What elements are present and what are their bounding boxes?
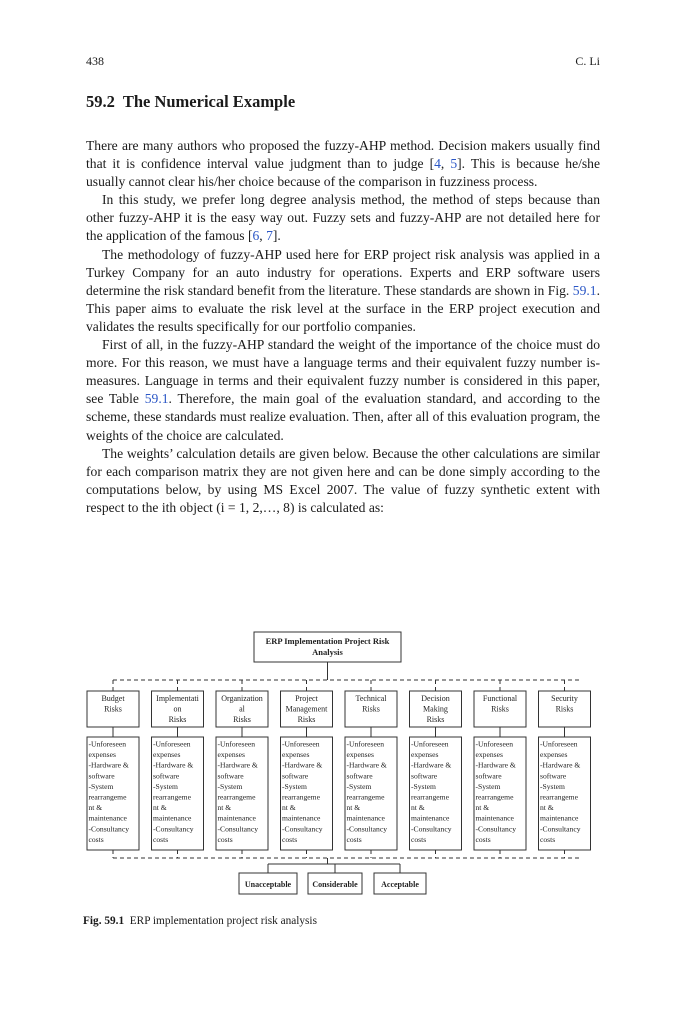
sub-item-label: -Hardware & xyxy=(217,760,258,770)
sub-item-label: maintenance xyxy=(411,813,450,823)
sub-item-label: costs xyxy=(346,834,362,844)
sub-item-label: rearrangeme xyxy=(153,792,191,802)
category-label: Risks xyxy=(297,715,316,724)
sub-item-label: -Unforeseen xyxy=(540,739,578,749)
sub-item-label: -Consultancy xyxy=(540,824,581,834)
category-label: al xyxy=(239,704,245,714)
category-label: Project xyxy=(295,694,318,703)
category-label: Risks xyxy=(491,704,509,714)
category-label: Technical xyxy=(355,694,387,703)
sub-item-label: expenses xyxy=(540,750,568,760)
section-number: 59.2 xyxy=(86,92,115,111)
figure-label: Fig. 59.1 xyxy=(83,915,125,927)
paragraph-4 xyxy=(86,336,600,445)
sub-item-label: -Hardware & xyxy=(411,760,452,770)
sub-item-label: -Unforeseen xyxy=(282,739,320,749)
paragraph-text: There are many authors who proposed the fuzzy-AHP method. Decision makers usually find that it is confidence interval value judgment than to judge [ xyxy=(86,138,600,172)
sub-item-label: -Unforeseen xyxy=(411,739,449,749)
citation-link[interactable]: 5 xyxy=(450,156,458,172)
sub-item-label: -System xyxy=(540,781,565,791)
sub-item-label: -System xyxy=(217,781,243,791)
figure-reference-link[interactable]: 59.1 xyxy=(572,282,597,298)
citation-link[interactable]: 4 xyxy=(434,156,441,172)
sub-item-label: expenses xyxy=(153,750,181,760)
paragraph-text: The weights’ calculation details are given below. Because the other calculations are similar for each comparison matrix they are not given here and can be done simply according to the computations below, by using MS Excel 2007. The value of fuzzy synthetic extent with respect to the ith object (i = 1, 2,…, 8) is calculated as: xyxy=(86,445,600,515)
paragraph-text: . This paper aims to evaluate the risk level at the surface in the ERP project execution and validates the results specifically for our portfolio companies. xyxy=(86,282,600,334)
sub-item-label: -Hardware & xyxy=(540,760,581,770)
sub-item-label: -Consultancy xyxy=(346,824,387,834)
category-label: Risks xyxy=(168,715,187,724)
sub-item-label: -System xyxy=(411,781,436,791)
category-label: Organization xyxy=(221,694,263,703)
paragraph-2 xyxy=(86,191,600,245)
running-author: C. Li xyxy=(575,54,600,68)
sub-item-label: software xyxy=(88,771,115,781)
sub-item-label: maintenance xyxy=(282,813,321,823)
risk-hierarchy-figure xyxy=(84,628,604,900)
table-reference-link[interactable]: 59.1 xyxy=(144,391,169,407)
sub-item-label: nt & xyxy=(475,803,490,813)
sub-item-label: nt & xyxy=(282,803,296,813)
sub-item-label: maintenance xyxy=(475,813,514,823)
paragraph-text: First of all, in the fuzzy-AHP standard the weight of the importance of the choice must do more. For this reason, we must have a language terms and their equivalent fuzzy number is-measures. Language in terms and their equivalent fuzzy number is considered in this paper, see Table xyxy=(86,337,600,407)
category-label: Implementati xyxy=(156,694,199,703)
sub-item-label: maintenance xyxy=(540,813,579,823)
category-label: on xyxy=(173,704,182,714)
paragraph-text: , xyxy=(259,228,267,244)
sub-item-label: -Hardware & xyxy=(346,760,387,770)
sub-item-label: rearrangeme xyxy=(88,792,127,802)
sub-item-label: maintenance xyxy=(346,813,385,823)
outcome-label: Acceptable xyxy=(381,880,419,889)
sub-item-label: expenses xyxy=(217,750,245,760)
sub-item-label: -Consultancy xyxy=(153,824,194,834)
sub-item-label: expenses xyxy=(411,750,439,760)
paragraph-3 xyxy=(86,246,600,336)
paragraph-text: , xyxy=(440,156,451,172)
sub-item-label: -Hardware & xyxy=(153,760,194,770)
sub-item-label: -Unforeseen xyxy=(346,739,385,749)
outcome-label: Unacceptable xyxy=(244,880,292,889)
paragraph-1 xyxy=(86,137,600,191)
body-text xyxy=(86,137,600,517)
sub-item-label: software xyxy=(217,771,244,781)
category-label: Management xyxy=(285,704,328,714)
sub-item-label: costs xyxy=(411,834,427,844)
sub-item-label: rearrangeme xyxy=(475,792,514,802)
sub-item-label: -System xyxy=(346,781,372,791)
sub-item-label: rearrangeme xyxy=(540,792,578,802)
sub-item-label: -System xyxy=(88,781,114,791)
sub-item-label: costs xyxy=(475,834,491,844)
sub-item-label: costs xyxy=(540,834,556,844)
figure-caption xyxy=(83,915,317,927)
category-label: Risks xyxy=(426,715,445,724)
sub-item-label: expenses xyxy=(88,750,116,760)
sub-item-label: rearrangeme xyxy=(217,792,256,802)
sub-item-label: -System xyxy=(153,781,178,791)
category-label: Security xyxy=(551,694,578,703)
category-label: Functional xyxy=(482,694,518,703)
sub-item-label: maintenance xyxy=(88,813,127,823)
section-title-text: The Numerical Example xyxy=(122,92,296,111)
risk-hierarchy-diagram xyxy=(84,628,604,900)
sub-item-label: -Consultancy xyxy=(282,824,323,834)
sub-item-label: rearrangeme xyxy=(411,792,449,802)
sub-item-label: software xyxy=(540,771,567,781)
category-label: Risks xyxy=(362,704,380,714)
sub-item-label: rearrangeme xyxy=(282,792,320,802)
sub-item-label: costs xyxy=(217,834,233,844)
category-label: Making xyxy=(423,704,448,714)
sub-item-label: maintenance xyxy=(153,813,192,823)
sub-item-label: -System xyxy=(282,781,307,791)
sub-item-label: rearrangeme xyxy=(346,792,385,802)
sub-item-label: -System xyxy=(475,781,501,791)
sub-item-label: software xyxy=(282,771,309,781)
category-label: Risks xyxy=(233,715,251,724)
outcome-label: Considerable xyxy=(312,880,358,889)
section-title xyxy=(86,92,295,112)
sub-item-label: maintenance xyxy=(217,813,256,823)
sub-item-label: nt & xyxy=(411,803,425,813)
sub-item-label: costs xyxy=(153,834,169,844)
sub-item-label: -Consultancy xyxy=(475,824,516,834)
sub-item-label: -Hardware & xyxy=(475,760,516,770)
sub-item-label: -Unforeseen xyxy=(475,739,514,749)
category-label: Decision xyxy=(421,694,450,703)
root-node-label: ERP Implementation Project Risk xyxy=(265,636,390,646)
sub-item-label: -Consultancy xyxy=(217,824,258,834)
sub-item-label: -Unforeseen xyxy=(217,739,256,749)
paragraph-text: The methodology of fuzzy-AHP used here for ERP project risk analysis was applied in a Turkey Company for an auto industry for operations. Experts and ERP software users determine the risk standard benefit from the literature. These standards are shown in Fig. xyxy=(86,246,600,298)
page-number: 438 xyxy=(86,54,104,68)
citation-link[interactable]: 6 xyxy=(252,228,260,244)
category-label: Budget xyxy=(101,694,125,703)
category-label: Risks xyxy=(555,704,574,714)
sub-item-label: software xyxy=(475,771,502,781)
sub-item-label: expenses xyxy=(475,750,503,760)
paragraph-text: . Therefore, the main goal of the evaluation standard, and according to the scheme, these standards must realize evaluation. Then, after all of this evaluation program, the weights of the choice are calculated. xyxy=(86,391,600,443)
sub-item-label: -Consultancy xyxy=(88,824,129,834)
sub-item-label: nt & xyxy=(217,803,232,813)
sub-item-label: software xyxy=(153,771,180,781)
sub-item-label: nt & xyxy=(346,803,361,813)
sub-item-label: software xyxy=(411,771,438,781)
sub-item-label: expenses xyxy=(346,750,374,760)
sub-item-label: -Unforeseen xyxy=(153,739,191,749)
sub-item-label: nt & xyxy=(540,803,554,813)
paragraph-text: ]. xyxy=(272,228,281,244)
sub-item-label: -Hardware & xyxy=(88,760,129,770)
paragraph-text: In this study, we prefer long degree analysis method, the method of steps because than other fuzzy-AHP it is the easy way out. Fuzzy sets and fuzzy-AHP are not detailed here for the application of the famous [ xyxy=(86,192,600,244)
sub-item-label: expenses xyxy=(282,750,310,760)
sub-item-label: -Hardware & xyxy=(282,760,323,770)
sub-item-label: -Consultancy xyxy=(411,824,452,834)
sub-item-label: nt & xyxy=(88,803,103,813)
paragraph-text: ]. This is because he/she usually cannot clear his/her choice because of the comparison in fuzziness process. xyxy=(86,156,601,190)
figure-caption-text: ERP implementation project risk analysis xyxy=(129,915,317,927)
citation-link[interactable]: 7 xyxy=(266,228,273,244)
root-node-label: Analysis xyxy=(312,647,343,657)
category-label: Risks xyxy=(104,704,122,714)
sub-item-label: costs xyxy=(282,834,298,844)
sub-item-label: software xyxy=(346,771,373,781)
paragraph-5 xyxy=(86,445,600,517)
sub-item-label: nt & xyxy=(153,803,167,813)
sub-item-label: costs xyxy=(88,834,104,844)
sub-item-label: -Unforeseen xyxy=(88,739,127,749)
